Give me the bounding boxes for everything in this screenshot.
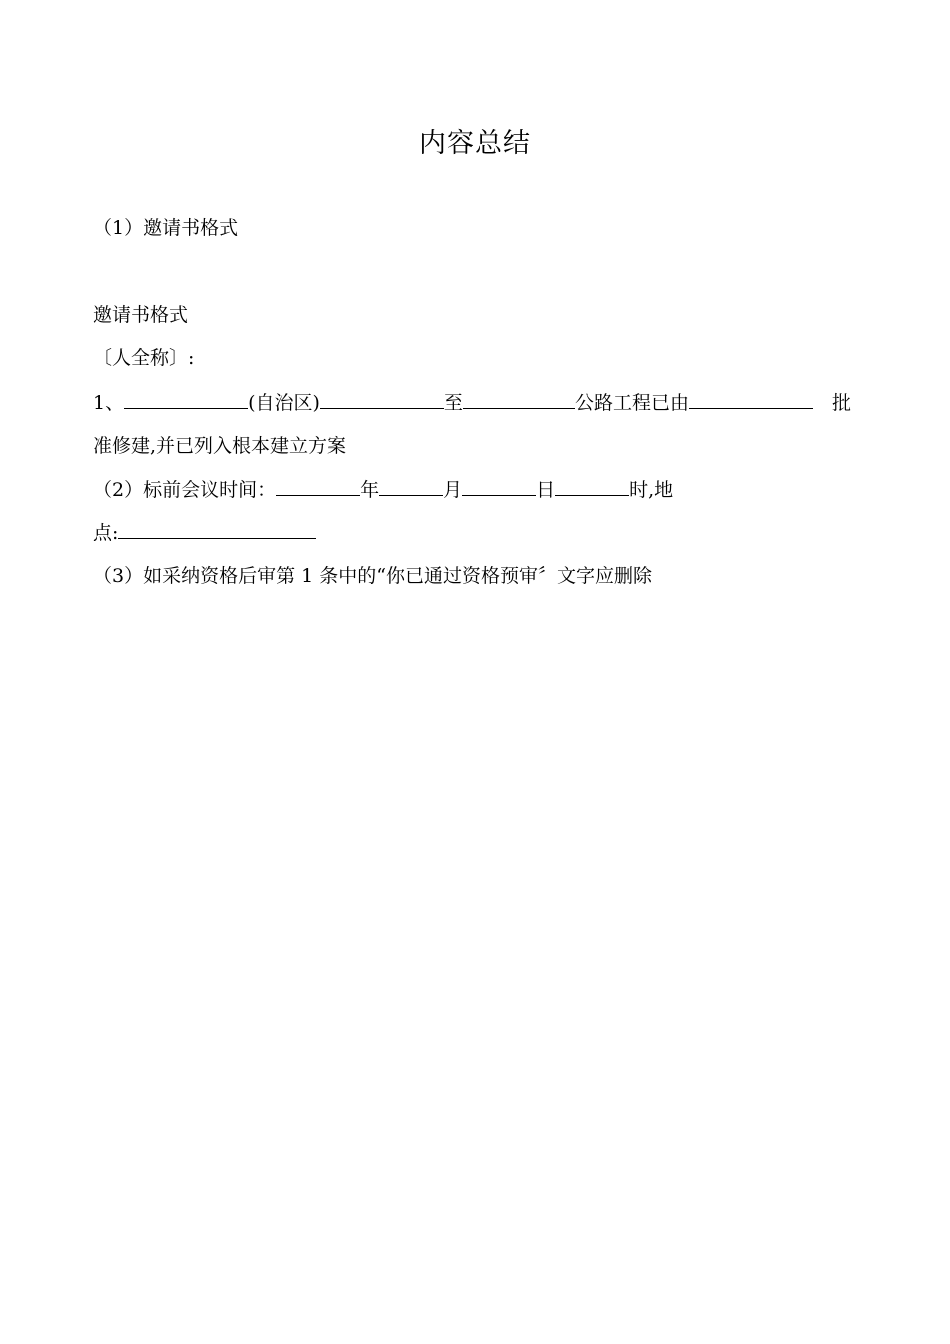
clause-1-prefix: 1、 [93, 392, 125, 414]
clause-1-line [93, 389, 852, 417]
hour-place-label: 时,地 [629, 479, 674, 501]
year-label: 年 [360, 479, 380, 501]
province-blank[interactable] [124, 390, 248, 409]
clause-1-continuation: 准修建,并已列入根本建立方案 [93, 435, 347, 457]
item-2-line [93, 476, 673, 504]
year-blank[interactable] [276, 477, 360, 496]
month-blank[interactable] [379, 477, 443, 496]
section-heading: 邀请书格式 [93, 304, 189, 326]
day-label: 日 [536, 479, 556, 501]
start-point-blank[interactable] [320, 390, 444, 409]
place-line [93, 519, 316, 547]
end-point-blank[interactable] [463, 390, 575, 409]
clause-1-text-approve: 批 [832, 392, 852, 414]
item-3-text: （3）如采纳资格后审第 1 条中的“你已通过资格预审〞文字应删除 [93, 565, 652, 587]
day-blank[interactable] [462, 477, 536, 496]
page-title: 内容总结 [419, 128, 531, 159]
item-2-label: （2）标前会议时间： [93, 479, 277, 501]
clause-1-text-autonomous-region: (自治区) [248, 392, 320, 414]
approver-blank[interactable] [689, 390, 813, 409]
place-label: 点: [93, 522, 119, 544]
item-1-text: （1）邀请书格式 [93, 217, 239, 239]
month-label: 月 [443, 479, 463, 501]
addressee-line: 〔人全称〕: [93, 347, 195, 369]
clause-1-text-to: 至 [443, 392, 463, 414]
hour-blank[interactable] [555, 477, 629, 496]
place-blank[interactable] [118, 520, 316, 539]
clause-1-text-project: 公路工程已由 [574, 392, 689, 414]
